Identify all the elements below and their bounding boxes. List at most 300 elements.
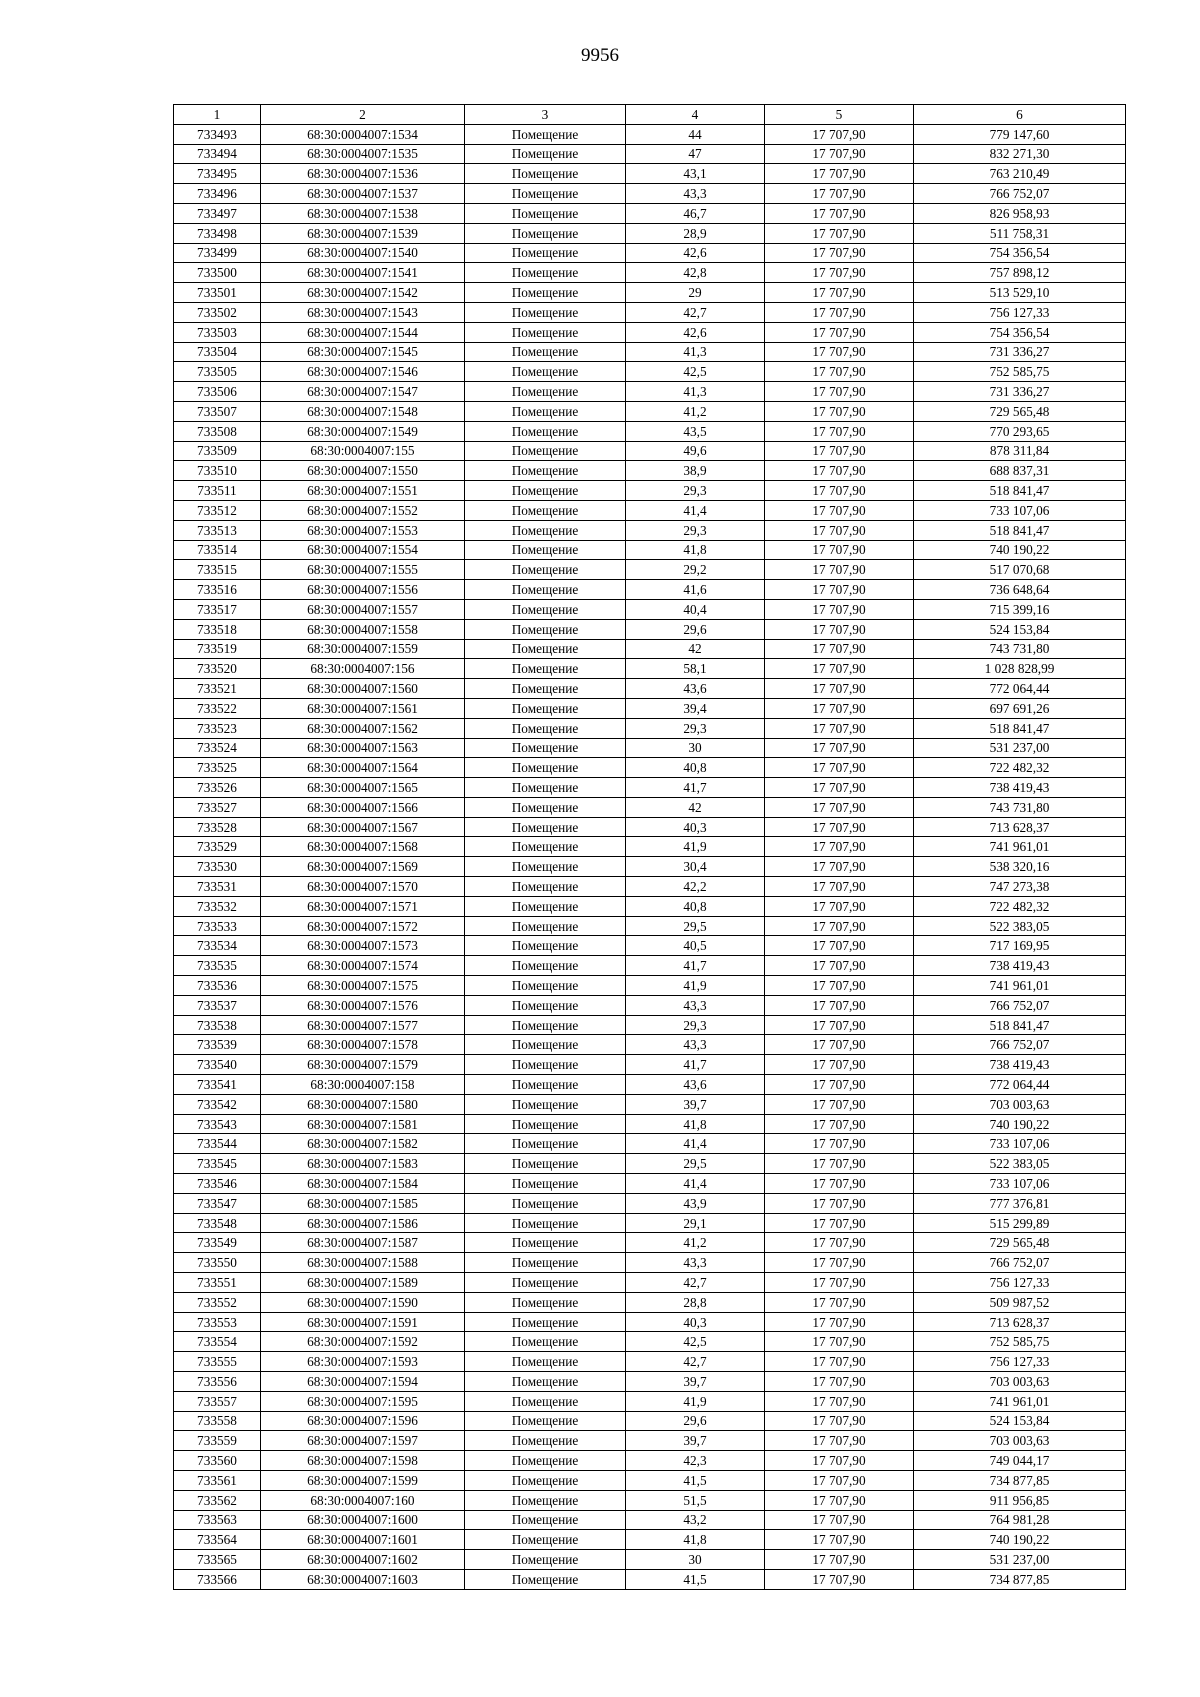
cadastral-number-cell: 68:30:0004007:1570: [261, 877, 465, 897]
cadastral-number-cell: 68:30:0004007:1558: [261, 619, 465, 639]
unit-value-cell: 17 707,90: [765, 679, 914, 699]
area-cell: 42,3: [626, 1451, 765, 1471]
area-cell: 58,1: [626, 659, 765, 679]
object-type-cell: Помещение: [465, 1094, 626, 1114]
object-type-cell: Помещение: [465, 302, 626, 322]
table-row: [174, 1174, 1126, 1194]
object-type-cell: Помещение: [465, 857, 626, 877]
table-row: [174, 1391, 1126, 1411]
table-row: [174, 283, 1126, 303]
object-type-cell: Помещение: [465, 1372, 626, 1392]
row-number-cell: 733541: [174, 1075, 261, 1095]
cadastral-number-cell: 68:30:0004007:1572: [261, 916, 465, 936]
object-type-cell: Помещение: [465, 1213, 626, 1233]
row-number-cell: 733537: [174, 995, 261, 1015]
cadastral-number-cell: 68:30:0004007:1555: [261, 560, 465, 580]
row-number-cell: 733514: [174, 540, 261, 560]
cadastral-value-cell: 703 003,63: [914, 1372, 1126, 1392]
area-cell: 42,6: [626, 243, 765, 263]
row-number-cell: 733508: [174, 421, 261, 441]
object-type-cell: Помещение: [465, 896, 626, 916]
row-number-cell: 733505: [174, 362, 261, 382]
object-type-cell: Помещение: [465, 283, 626, 303]
row-number-cell: 733551: [174, 1273, 261, 1293]
cadastral-value-cell: 722 482,32: [914, 758, 1126, 778]
cadastral-number-cell: 68:30:0004007:158: [261, 1075, 465, 1095]
object-type-cell: Помещение: [465, 184, 626, 204]
object-type-cell: Помещение: [465, 797, 626, 817]
page-number: 9956: [581, 45, 619, 66]
unit-value-cell: 17 707,90: [765, 1253, 914, 1273]
unit-value-cell: 17 707,90: [765, 1490, 914, 1510]
object-type-cell: Помещение: [465, 1332, 626, 1352]
table-row: [174, 758, 1126, 778]
area-cell: 42,8: [626, 263, 765, 283]
cadastral-value-cell: 766 752,07: [914, 1035, 1126, 1055]
cadastral-number-cell: 68:30:0004007:1582: [261, 1134, 465, 1154]
row-number-cell: 733501: [174, 283, 261, 303]
unit-value-cell: 17 707,90: [765, 659, 914, 679]
unit-value-cell: 17 707,90: [765, 1233, 914, 1253]
table-row: [174, 797, 1126, 817]
area-cell: 42,5: [626, 1332, 765, 1352]
unit-value-cell: 17 707,90: [765, 857, 914, 877]
object-type-cell: Помещение: [465, 263, 626, 283]
unit-value-cell: 17 707,90: [765, 124, 914, 144]
cadastral-value-cell: 741 961,01: [914, 837, 1126, 857]
cadastral-number-cell: 68:30:0004007:1566: [261, 797, 465, 817]
table-row: [174, 1015, 1126, 1035]
table-row: [174, 382, 1126, 402]
cadastral-number-cell: 68:30:0004007:1593: [261, 1352, 465, 1372]
unit-value-cell: 17 707,90: [765, 1094, 914, 1114]
row-number-cell: 733511: [174, 481, 261, 501]
cadastral-number-cell: 68:30:0004007:1568: [261, 837, 465, 857]
area-cell: 43,9: [626, 1193, 765, 1213]
table-row: [174, 1372, 1126, 1392]
object-type-cell: Помещение: [465, 679, 626, 699]
row-number-cell: 733496: [174, 184, 261, 204]
cadastral-value-cell: 734 877,85: [914, 1470, 1126, 1490]
area-cell: 51,5: [626, 1490, 765, 1510]
table-row: [174, 1510, 1126, 1530]
object-type-cell: Помещение: [465, 738, 626, 758]
row-number-cell: 733561: [174, 1470, 261, 1490]
unit-value-cell: 17 707,90: [765, 1035, 914, 1055]
table-row: [174, 698, 1126, 718]
cadastral-value-cell: 733 107,06: [914, 1174, 1126, 1194]
area-cell: 30: [626, 738, 765, 758]
cadastral-number-cell: 68:30:0004007:1567: [261, 817, 465, 837]
area-cell: 29,2: [626, 560, 765, 580]
table-row: [174, 540, 1126, 560]
cadastral-number-cell: 68:30:0004007:1559: [261, 639, 465, 659]
cadastral-number-cell: 68:30:0004007:1569: [261, 857, 465, 877]
unit-value-cell: 17 707,90: [765, 1055, 914, 1075]
cadastral-number-cell: 68:30:0004007:1546: [261, 362, 465, 382]
cadastral-number-cell: 68:30:0004007:1556: [261, 580, 465, 600]
unit-value-cell: 17 707,90: [765, 976, 914, 996]
cadastral-value-cell: 733 107,06: [914, 500, 1126, 520]
table-row: [174, 461, 1126, 481]
cadastral-value-cell: 517 070,68: [914, 560, 1126, 580]
cadastral-value-cell: 777 376,81: [914, 1193, 1126, 1213]
unit-value-cell: 17 707,90: [765, 1015, 914, 1035]
unit-value-cell: 17 707,90: [765, 144, 914, 164]
cadastral-value-cell: 740 190,22: [914, 1530, 1126, 1550]
area-cell: 40,3: [626, 817, 765, 837]
cadastral-value-cell: 729 565,48: [914, 401, 1126, 421]
table-row: [174, 1292, 1126, 1312]
table-row: [174, 184, 1126, 204]
table-row: [174, 1273, 1126, 1293]
area-cell: 42: [626, 797, 765, 817]
table-row: [174, 1154, 1126, 1174]
cadastral-number-cell: 68:30:0004007:1576: [261, 995, 465, 1015]
object-type-cell: Помещение: [465, 817, 626, 837]
row-number-cell: 733524: [174, 738, 261, 758]
cadastral-number-cell: 68:30:0004007:1554: [261, 540, 465, 560]
area-cell: 43,3: [626, 1253, 765, 1273]
registry-table: [173, 104, 1126, 1590]
area-cell: 39,7: [626, 1372, 765, 1392]
cadastral-number-cell: 68:30:0004007:1575: [261, 976, 465, 996]
table-row: [174, 1411, 1126, 1431]
unit-value-cell: 17 707,90: [765, 1312, 914, 1332]
row-number-cell: 733556: [174, 1372, 261, 1392]
row-number-cell: 733516: [174, 580, 261, 600]
cadastral-value-cell: 766 752,07: [914, 184, 1126, 204]
cadastral-number-cell: 68:30:0004007:155: [261, 441, 465, 461]
cadastral-number-cell: 68:30:0004007:1560: [261, 679, 465, 699]
unit-value-cell: 17 707,90: [765, 1075, 914, 1095]
cadastral-number-cell: 68:30:0004007:1586: [261, 1213, 465, 1233]
area-cell: 29,5: [626, 916, 765, 936]
area-cell: 41,7: [626, 956, 765, 976]
table-row: [174, 243, 1126, 263]
table-row: [174, 1451, 1126, 1471]
area-cell: 29,6: [626, 619, 765, 639]
cadastral-number-cell: 68:30:0004007:1548: [261, 401, 465, 421]
table-row: [174, 817, 1126, 837]
unit-value-cell: 17 707,90: [765, 243, 914, 263]
table-row: [174, 1530, 1126, 1550]
object-type-cell: Помещение: [465, 995, 626, 1015]
table-row: [174, 401, 1126, 421]
cadastral-value-cell: 522 383,05: [914, 916, 1126, 936]
row-number-cell: 733495: [174, 164, 261, 184]
area-cell: 43,3: [626, 1035, 765, 1055]
cadastral-number-cell: 68:30:0004007:1538: [261, 203, 465, 223]
cadastral-number-cell: 68:30:0004007:160: [261, 1490, 465, 1510]
table-row: [174, 1035, 1126, 1055]
row-number-cell: 733500: [174, 263, 261, 283]
area-cell: 42,7: [626, 1273, 765, 1293]
area-cell: 49,6: [626, 441, 765, 461]
unit-value-cell: 17 707,90: [765, 1550, 914, 1570]
row-number-cell: 733526: [174, 778, 261, 798]
cadastral-value-cell: 733 107,06: [914, 1134, 1126, 1154]
area-cell: 29,3: [626, 718, 765, 738]
unit-value-cell: 17 707,90: [765, 1332, 914, 1352]
row-number-cell: 733564: [174, 1530, 261, 1550]
cadastral-number-cell: 68:30:0004007:1537: [261, 184, 465, 204]
row-number-cell: 733534: [174, 936, 261, 956]
row-number-cell: 733498: [174, 223, 261, 243]
object-type-cell: Помещение: [465, 1569, 626, 1589]
unit-value-cell: 17 707,90: [765, 302, 914, 322]
area-cell: 29,3: [626, 481, 765, 501]
table-row: [174, 995, 1126, 1015]
unit-value-cell: 17 707,90: [765, 916, 914, 936]
object-type-cell: Помещение: [465, 1075, 626, 1095]
area-cell: 30,4: [626, 857, 765, 877]
table-row: [174, 144, 1126, 164]
cadastral-number-cell: 68:30:0004007:1589: [261, 1273, 465, 1293]
cadastral-value-cell: 509 987,52: [914, 1292, 1126, 1312]
cadastral-value-cell: 729 565,48: [914, 1233, 1126, 1253]
row-number-cell: 733504: [174, 342, 261, 362]
cadastral-value-cell: 513 529,10: [914, 283, 1126, 303]
object-type-cell: Помещение: [465, 837, 626, 857]
row-number-cell: 733528: [174, 817, 261, 837]
table-row: [174, 1094, 1126, 1114]
cadastral-number-cell: 68:30:0004007:1599: [261, 1470, 465, 1490]
cadastral-value-cell: 754 356,54: [914, 322, 1126, 342]
cadastral-number-cell: 68:30:0004007:1551: [261, 481, 465, 501]
cadastral-number-cell: 68:30:0004007:1571: [261, 896, 465, 916]
row-number-cell: 733518: [174, 619, 261, 639]
unit-value-cell: 17 707,90: [765, 164, 914, 184]
area-cell: 44: [626, 124, 765, 144]
area-cell: 41,9: [626, 1391, 765, 1411]
object-type-cell: Помещение: [465, 1055, 626, 1075]
cadastral-value-cell: 703 003,63: [914, 1094, 1126, 1114]
cadastral-value-cell: 757 898,12: [914, 263, 1126, 283]
row-number-cell: 733530: [174, 857, 261, 877]
table-body: [174, 124, 1126, 1589]
object-type-cell: Помещение: [465, 1490, 626, 1510]
row-number-cell: 733540: [174, 1055, 261, 1075]
row-number-cell: 733517: [174, 599, 261, 619]
cadastral-value-cell: 515 299,89: [914, 1213, 1126, 1233]
cadastral-number-cell: 68:30:0004007:1544: [261, 322, 465, 342]
row-number-cell: 733522: [174, 698, 261, 718]
object-type-cell: Помещение: [465, 778, 626, 798]
table-row: [174, 659, 1126, 679]
cadastral-number-cell: 68:30:0004007:1549: [261, 421, 465, 441]
cadastral-number-cell: 68:30:0004007:1557: [261, 599, 465, 619]
area-cell: 46,7: [626, 203, 765, 223]
cadastral-number-cell: 68:30:0004007:1597: [261, 1431, 465, 1451]
object-type-cell: Помещение: [465, 144, 626, 164]
row-number-cell: 733512: [174, 500, 261, 520]
area-cell: 41,6: [626, 580, 765, 600]
column-header: 4: [626, 105, 765, 125]
cadastral-number-cell: 68:30:0004007:1573: [261, 936, 465, 956]
row-number-cell: 733502: [174, 302, 261, 322]
row-number-cell: 733531: [174, 877, 261, 897]
object-type-cell: Помещение: [465, 1391, 626, 1411]
cadastral-value-cell: 772 064,44: [914, 1075, 1126, 1095]
object-type-cell: Помещение: [465, 481, 626, 501]
row-number-cell: 733535: [174, 956, 261, 976]
cadastral-value-cell: 738 419,43: [914, 778, 1126, 798]
unit-value-cell: 17 707,90: [765, 738, 914, 758]
cadastral-number-cell: 68:30:0004007:1590: [261, 1292, 465, 1312]
cadastral-value-cell: 832 271,30: [914, 144, 1126, 164]
object-type-cell: Помещение: [465, 1550, 626, 1570]
table-row: [174, 976, 1126, 996]
cadastral-number-cell: 68:30:0004007:1535: [261, 144, 465, 164]
unit-value-cell: 17 707,90: [765, 263, 914, 283]
cadastral-number-cell: 68:30:0004007:1574: [261, 956, 465, 976]
table-row: [174, 837, 1126, 857]
unit-value-cell: 17 707,90: [765, 896, 914, 916]
cadastral-number-cell: 68:30:0004007:1601: [261, 1530, 465, 1550]
unit-value-cell: 17 707,90: [765, 560, 914, 580]
row-number-cell: 733509: [174, 441, 261, 461]
object-type-cell: Помещение: [465, 461, 626, 481]
table-row: [174, 916, 1126, 936]
area-cell: 41,4: [626, 500, 765, 520]
row-number-cell: 733542: [174, 1094, 261, 1114]
cadastral-value-cell: 911 956,85: [914, 1490, 1126, 1510]
area-cell: 29,5: [626, 1154, 765, 1174]
cadastral-value-cell: 518 841,47: [914, 481, 1126, 501]
area-cell: 28,8: [626, 1292, 765, 1312]
unit-value-cell: 17 707,90: [765, 797, 914, 817]
cadastral-value-cell: 779 147,60: [914, 124, 1126, 144]
unit-value-cell: 17 707,90: [765, 698, 914, 718]
area-cell: 43,6: [626, 1075, 765, 1095]
area-cell: 42,5: [626, 362, 765, 382]
cadastral-number-cell: 68:30:0004007:1539: [261, 223, 465, 243]
cadastral-value-cell: 511 758,31: [914, 223, 1126, 243]
area-cell: 40,5: [626, 936, 765, 956]
unit-value-cell: 17 707,90: [765, 1292, 914, 1312]
area-cell: 42: [626, 639, 765, 659]
table-row: [174, 481, 1126, 501]
cadastral-value-cell: 518 841,47: [914, 1015, 1126, 1035]
unit-value-cell: 17 707,90: [765, 520, 914, 540]
area-cell: 41,4: [626, 1134, 765, 1154]
unit-value-cell: 17 707,90: [765, 817, 914, 837]
table-row: [174, 441, 1126, 461]
row-number-cell: 733552: [174, 1292, 261, 1312]
table-row: [174, 857, 1126, 877]
area-cell: 43,3: [626, 184, 765, 204]
cadastral-value-cell: 772 064,44: [914, 679, 1126, 699]
row-number-cell: 733499: [174, 243, 261, 263]
row-number-cell: 733546: [174, 1174, 261, 1194]
cadastral-value-cell: 878 311,84: [914, 441, 1126, 461]
table-row: [174, 778, 1126, 798]
cadastral-value-cell: 738 419,43: [914, 956, 1126, 976]
area-cell: 40,8: [626, 896, 765, 916]
table-row: [174, 718, 1126, 738]
row-number-cell: 733559: [174, 1431, 261, 1451]
object-type-cell: Помещение: [465, 1193, 626, 1213]
table-row: [174, 560, 1126, 580]
cadastral-value-cell: 826 958,93: [914, 203, 1126, 223]
object-type-cell: Помещение: [465, 956, 626, 976]
unit-value-cell: 17 707,90: [765, 758, 914, 778]
object-type-cell: Помещение: [465, 639, 626, 659]
object-type-cell: Помещение: [465, 976, 626, 996]
row-number-cell: 733506: [174, 382, 261, 402]
object-type-cell: Помещение: [465, 520, 626, 540]
unit-value-cell: 17 707,90: [765, 461, 914, 481]
table-row: [174, 738, 1126, 758]
unit-value-cell: 17 707,90: [765, 362, 914, 382]
table-row: [174, 1193, 1126, 1213]
cadastral-number-cell: 68:30:0004007:1603: [261, 1569, 465, 1589]
cadastral-number-cell: 68:30:0004007:1553: [261, 520, 465, 540]
table-row: [174, 1431, 1126, 1451]
row-number-cell: 733554: [174, 1332, 261, 1352]
row-number-cell: 733507: [174, 401, 261, 421]
object-type-cell: Помещение: [465, 1470, 626, 1490]
unit-value-cell: 17 707,90: [765, 1431, 914, 1451]
cadastral-number-cell: 68:30:0004007:1587: [261, 1233, 465, 1253]
area-cell: 43,3: [626, 995, 765, 1015]
row-number-cell: 733557: [174, 1391, 261, 1411]
cadastral-value-cell: 752 585,75: [914, 362, 1126, 382]
table-row: [174, 223, 1126, 243]
cadastral-number-cell: 68:30:0004007:1579: [261, 1055, 465, 1075]
cadastral-value-cell: 764 981,28: [914, 1510, 1126, 1530]
cadastral-value-cell: 697 691,26: [914, 698, 1126, 718]
area-cell: 29,1: [626, 1213, 765, 1233]
unit-value-cell: 17 707,90: [765, 1154, 914, 1174]
table-row: [174, 520, 1126, 540]
unit-value-cell: 17 707,90: [765, 1451, 914, 1471]
unit-value-cell: 17 707,90: [765, 481, 914, 501]
object-type-cell: Помещение: [465, 1411, 626, 1431]
table-row: [174, 1055, 1126, 1075]
cadastral-value-cell: 741 961,01: [914, 1391, 1126, 1411]
object-type-cell: Помещение: [465, 916, 626, 936]
cadastral-value-cell: 743 731,80: [914, 639, 1126, 659]
unit-value-cell: 17 707,90: [765, 995, 914, 1015]
area-cell: 43,5: [626, 421, 765, 441]
table-row: [174, 322, 1126, 342]
row-number-cell: 733503: [174, 322, 261, 342]
cadastral-number-cell: 68:30:0004007:1600: [261, 1510, 465, 1530]
object-type-cell: Помещение: [465, 1510, 626, 1530]
table-row: [174, 500, 1126, 520]
object-type-cell: Помещение: [465, 203, 626, 223]
unit-value-cell: 17 707,90: [765, 342, 914, 362]
unit-value-cell: 17 707,90: [765, 1510, 914, 1530]
table-row: [174, 203, 1126, 223]
table-row: [174, 1470, 1126, 1490]
area-cell: 28,9: [626, 223, 765, 243]
table-row: [174, 1233, 1126, 1253]
area-cell: 41,9: [626, 837, 765, 857]
area-cell: 39,7: [626, 1094, 765, 1114]
object-type-cell: Помещение: [465, 164, 626, 184]
cadastral-value-cell: 524 153,84: [914, 1411, 1126, 1431]
cadastral-value-cell: 747 273,38: [914, 877, 1126, 897]
area-cell: 41,5: [626, 1569, 765, 1589]
cadastral-value-cell: 713 628,37: [914, 817, 1126, 837]
cadastral-value-cell: 770 293,65: [914, 421, 1126, 441]
row-number-cell: 733565: [174, 1550, 261, 1570]
cadastral-number-cell: 68:30:0004007:1563: [261, 738, 465, 758]
table-row: [174, 362, 1126, 382]
